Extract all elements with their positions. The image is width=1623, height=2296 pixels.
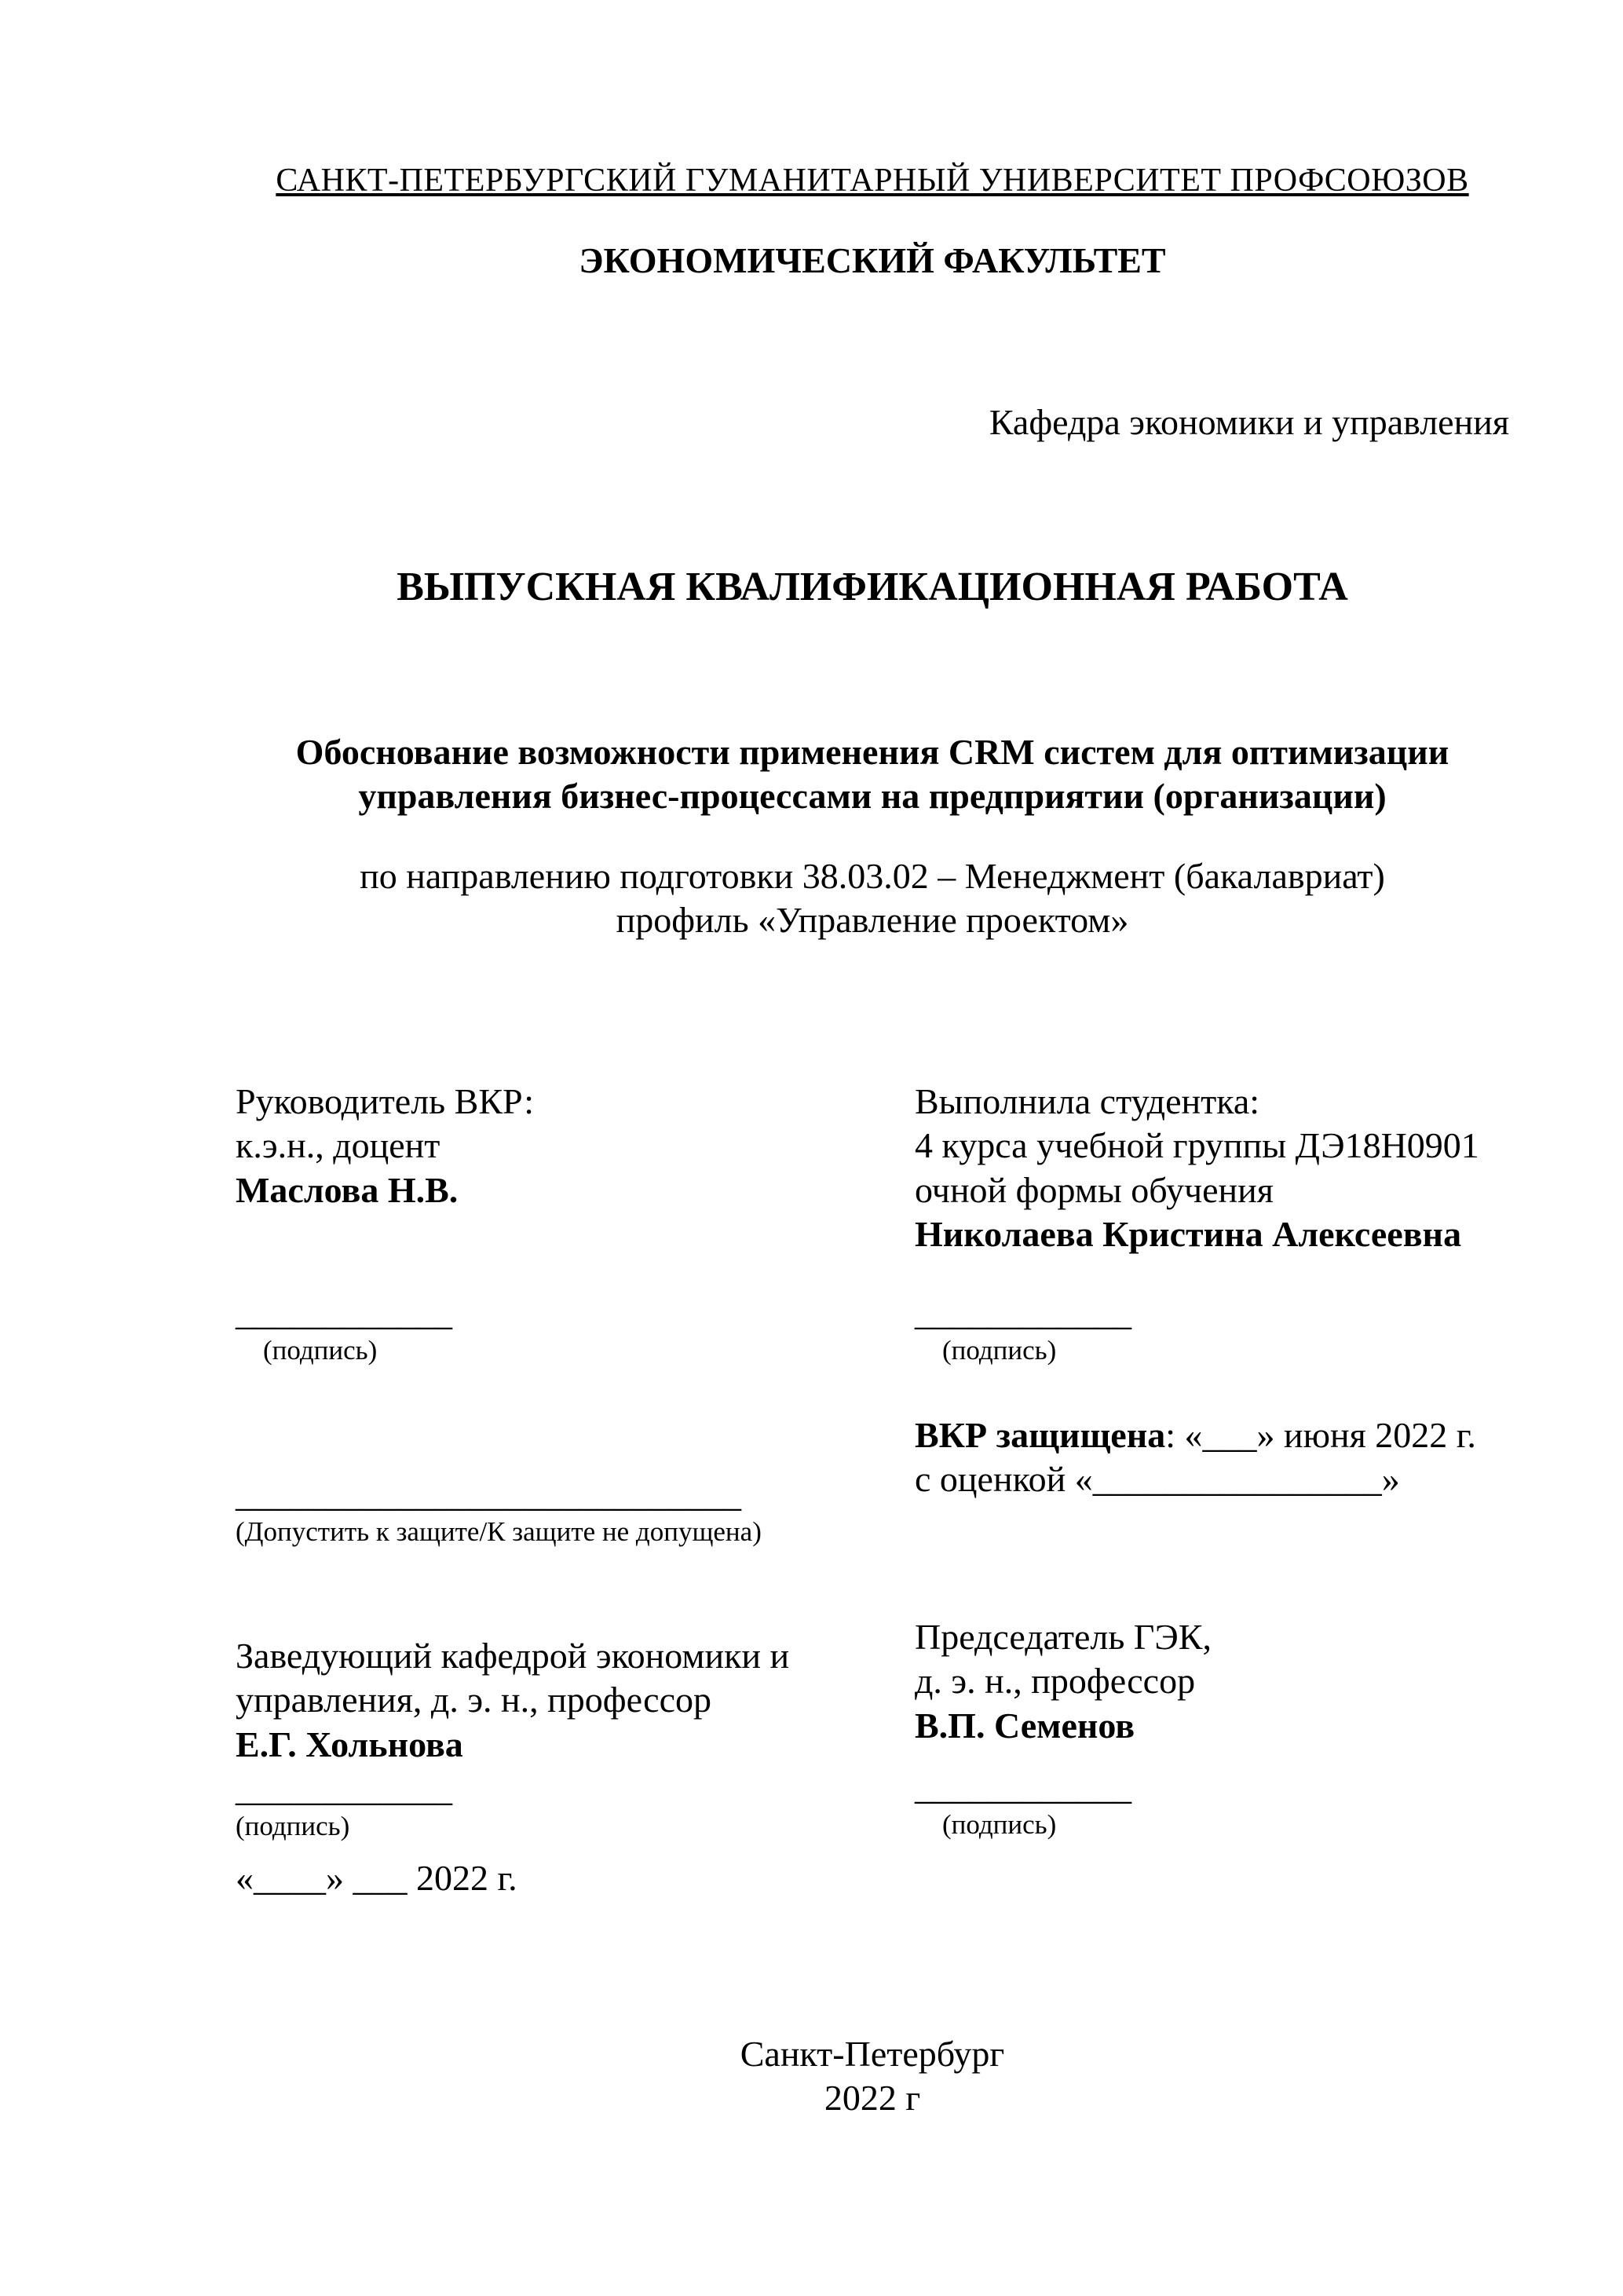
left-column [236, 1080, 915, 1900]
defense-label: ВКР защищена [915, 1415, 1166, 1456]
direction-line: по направлению подготовки 38.03.02 – Менеджмент (бакалавриат) [360, 856, 1385, 897]
student-group: 4 курса учебной группы ДЭ18Н0901 [915, 1125, 1479, 1166]
defense-grade-line: с оценкой «________________» [915, 1459, 1400, 1500]
head-of-department-line1: Заведующий кафедрой экономики и [236, 1636, 790, 1676]
chairman-signature-line: ____________ [915, 1766, 1131, 1807]
chairman-name: В.П. Семенов [915, 1705, 1135, 1746]
signatures-section [236, 1080, 1509, 1900]
student-signature-line: ____________ [915, 1292, 1131, 1333]
head-of-department-signature-caption: (подпись) [236, 1810, 350, 1841]
supervisor-name: Маслова Н.В. [236, 1169, 459, 1210]
supervisor-degree: к.э.н., доцент [236, 1125, 440, 1166]
chairman-line2: д. э. н., профессор [915, 1661, 1196, 1702]
head-of-department-date: «____» ___ 2022 г. [236, 1858, 517, 1899]
thesis-title: Обоснование возможности применения CRM систем для оптимизации управления бизнес-процессами на предприятии (организации) [295, 731, 1449, 816]
work-type-heading: ВЫПУСКНАЯ КВАЛИФИКАЦИОННАЯ РАБОТА [397, 565, 1348, 610]
supervisor-signature-caption: (подпись) [263, 1334, 378, 1366]
faculty-name: ЭКОНОМИЧЕСКИЙ ФАКУЛЬТЕТ [579, 240, 1166, 281]
university-name: САНКТ-ПЕТЕРБУРГСКИЙ ГУМАНИТАРНЫЙ УНИВЕРСИТЕТ ПРОФСОЮЗОВ [276, 163, 1469, 199]
supervisor-role: Руководитель ВКР: [236, 1081, 535, 1122]
head-of-department-name: Е.Г. Хольнова [236, 1724, 463, 1764]
student-form: очной формы обучения [915, 1169, 1274, 1210]
admission-line: ____________________________ [236, 1474, 741, 1515]
right-column [915, 1080, 1509, 1900]
defense-line [915, 1413, 1509, 1457]
head-of-department-line2: управления, д. э. н., профессор [236, 1680, 711, 1720]
supervisor-signature-line: ____________ [236, 1292, 452, 1333]
footer [236, 2032, 1509, 2120]
footer-year: 2022 г [824, 2078, 921, 2119]
head-of-department-signature-line: ____________ [236, 1768, 452, 1808]
admission-caption: (Допустить к защите/К защите не допущена) [236, 1516, 762, 1548]
department-name: Кафедра экономики и управления [989, 402, 1509, 443]
defense-rest: : «___» июня 2022 г. [1165, 1415, 1476, 1456]
student-signature-caption: (подпись) [942, 1334, 1057, 1366]
chairman-signature-caption: (подпись) [942, 1808, 1057, 1840]
profile-line: профиль «Управление проектом» [616, 900, 1129, 941]
chairman-line1: Председатель ГЭК, [915, 1617, 1212, 1658]
student-name: Николаева Кристина Алексеевна [915, 1213, 1462, 1254]
student-label: Выполнила студентка: [915, 1081, 1260, 1122]
footer-city: Санкт-Петербург [740, 2034, 1005, 2075]
